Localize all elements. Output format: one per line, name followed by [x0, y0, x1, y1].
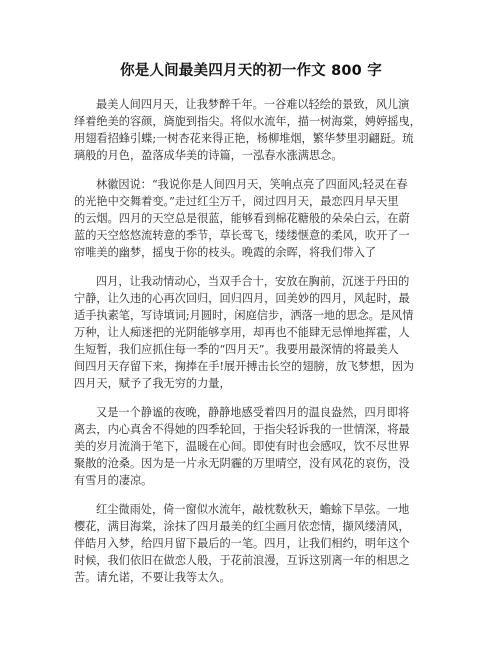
text-line: 的光艳中交舞着变。”走过红尘万千，阅过四月天，最恋四月早天里 — [74, 195, 399, 208]
text-line: 四月，让我动情动心，当双手合十，安放在胸前，沉迷于丹田的 — [96, 275, 410, 288]
text-line: 适手执素笔，写诗填词;月圆时，闲庭信步，洒落一地的思念。是风情 — [74, 309, 414, 322]
text-line: 红尘微雨处，倚一窗似水流年，敲枕数秋天，蟾蜍下旱弦。一地 — [96, 503, 410, 516]
text-line: 苦。请允诺，不要让我等太久。 — [74, 571, 231, 584]
text-line: 用翅看招蜂引蝶;一树杏花来得正艳，杨柳堆烟，繁华梦里羽翩跹。琉 — [74, 132, 414, 145]
text-line: 四月天，赋予了我无穷的力量， — [74, 377, 231, 390]
text-line: 的云烟。四月的天空总是很蓝，能够看到棉花糖般的朵朵白云，在蔚 — [74, 212, 410, 225]
text-line: 璃般的月色，盈落成华美的诗篇，一泓春水涨满思念。 — [74, 149, 343, 162]
paragraph-5 — [74, 501, 436, 586]
paragraph-2 — [74, 176, 436, 261]
paragraph-4 — [74, 404, 436, 489]
text-line: 樱花，满目海棠，涂抹了四月最美的红尘画月依恋情，撷风缕清风， — [74, 520, 410, 533]
document-body — [74, 96, 436, 598]
text-line: 宁静，让久违的心再次回归，回归四月，回美妙的四月，风起时，最 — [74, 292, 410, 305]
text-line: 蓝的天空悠悠流转意的季节，草长莺飞，缕缕惬意的柔风，吹开了一 — [74, 229, 410, 242]
text-line: 离去，内心真舍不得她的四季轮回，于指尖轻诉我的一世情深，将最 — [74, 423, 410, 436]
text-line: 伴皓月入梦，给四月留下最后的一笔。四月，让我们相约，明年这个 — [74, 537, 410, 550]
text-line: 美的岁月流淌于笔下，温暖在心间。即使有时也会感叹，饮不尽世界 — [74, 440, 410, 453]
paragraph-1 — [74, 96, 436, 164]
text-line: 有雪月的凄凉。 — [74, 474, 153, 487]
text-line: 最美人间四月天，让我梦醉千年。一谷难以轻绘的景致，风儿演 — [96, 98, 410, 111]
text-line: 林徽因说：“我说你是人间四月天，笑响点亮了四面风;轻灵在春 — [96, 178, 408, 191]
paragraph-3 — [74, 273, 436, 392]
text-line: 时候，我们依旧在做恋人般，于花前浪漫，互诉这别离一年的相思之 — [74, 554, 410, 567]
text-line: 间四月天存留下来，掬捧在手!展开搏击长空的翅膀，放飞梦想，因为 — [74, 360, 415, 373]
document-title: 你是人间最美四月天的初一作文 800 字 — [120, 63, 382, 79]
text-line: 又是一个静谧的夜晚，静静地感受着四月的温良盎然，四月即将 — [96, 406, 410, 419]
text-line: 生短暂，我们应抓住每一季的“四月天”。我要用最深情的将最美人 — [74, 343, 399, 356]
text-line: 聚散的沧桑。因为是一片永无阴霾的万里晴空，没有风花的哀伤，没 — [74, 457, 410, 470]
text-line: 帘唯美的幽梦，摇曳于你的枝头。晚霞的余晖，将我们带入了 — [74, 246, 377, 259]
text-line: 绎着绝美的容颜，旖旎到指尖。将似水流年，描一树海棠，娉婷摇曳， — [74, 115, 421, 128]
text-line: 万种，让人痴迷把的光阴能够享用，却再也不能肆无忌惮地挥霍，人 — [74, 326, 410, 339]
